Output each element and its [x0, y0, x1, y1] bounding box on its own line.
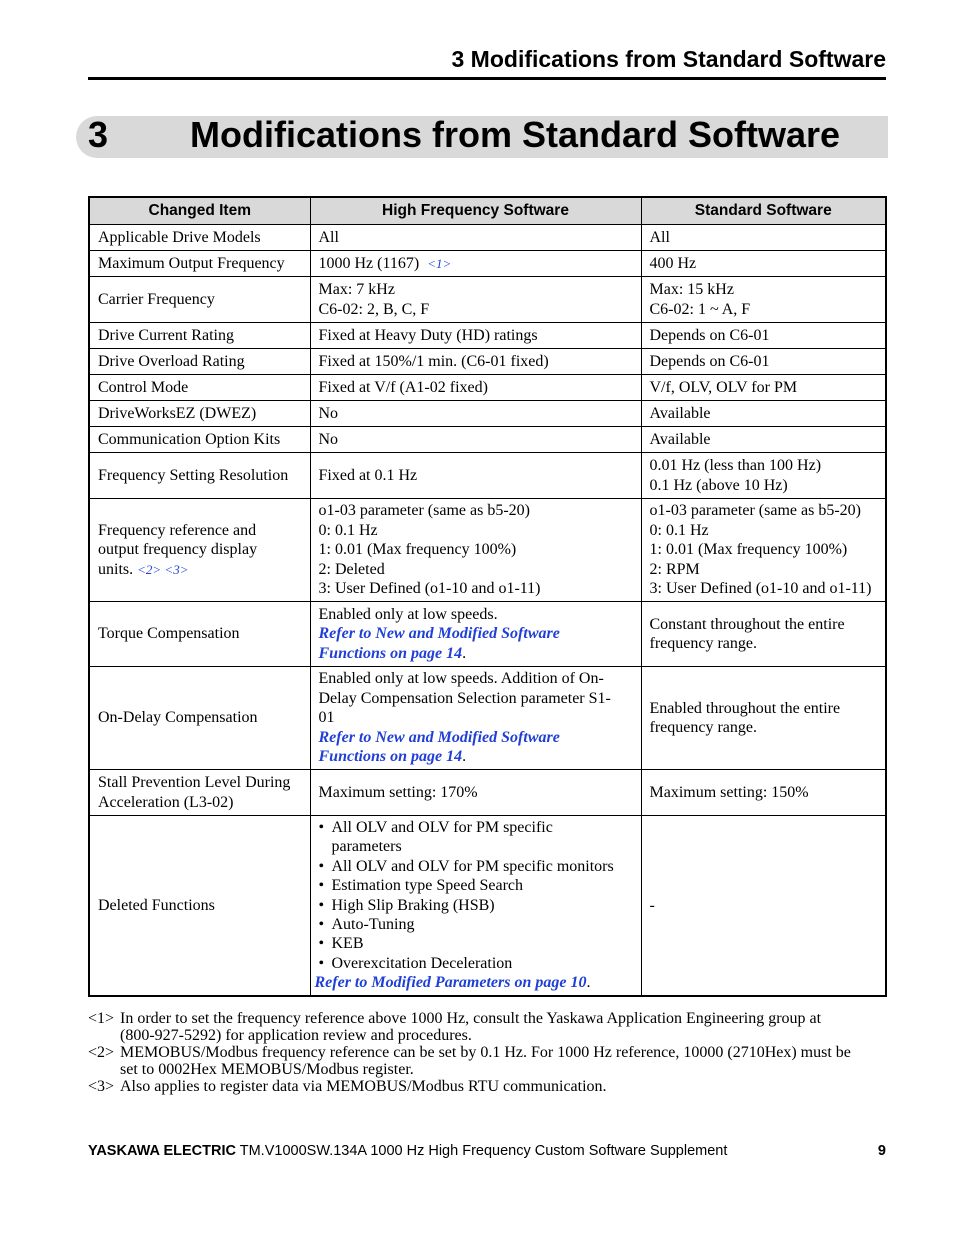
bullet-icon: • [318, 954, 325, 972]
cross-reference-link[interactable]: Functions on page 14 [318, 644, 463, 662]
table-header-row [89, 197, 886, 225]
footnote-mark: <2> [88, 1044, 115, 1061]
page-number: 9 [877, 1143, 886, 1159]
table-row [89, 816, 886, 996]
high-frequency-cell: All [310, 225, 641, 251]
header-rule [88, 77, 886, 80]
high-frequency-cell: Fixed at 0.1 Hz [310, 453, 641, 499]
footnote-link[interactable]: <1> [427, 255, 452, 271]
high-frequency-cell: Fixed at V/f (A1-02 fixed) [310, 375, 641, 401]
list-item [319, 934, 633, 953]
cell-line: KEB [331, 935, 364, 953]
cell-line: High Slip Braking (HSB) [331, 896, 495, 914]
changed-item-cell [89, 499, 310, 602]
standard-cell: Maximum setting: 150% [641, 770, 886, 816]
table-row [89, 427, 886, 453]
standard-cell: V/f, OLV, OLV for PM [641, 375, 886, 401]
footnote-line: MEMOBUS/Modbus frequency reference can be set by 0.1 Hz. For 1000 Hz reference, 10000 (2710Hex) must be [120, 1044, 851, 1061]
cell-line: 2: Deleted [318, 560, 385, 578]
chapter-number: 3 [88, 114, 109, 155]
table-row [89, 602, 886, 667]
modifications-table [88, 196, 887, 997]
cell-line: Delay Compensation Selection parameter S1- [318, 689, 611, 707]
standard-cell: Available [641, 401, 886, 427]
cell-line: o1-03 parameter (same as b5-20) [649, 502, 861, 520]
footer-brand: YASKAWA ELECTRIC [88, 1143, 236, 1159]
cell-text: units. [98, 560, 134, 578]
high-frequency-cell: Maximum setting: 170% [310, 770, 641, 816]
cell-line: All OLV and OLV for PM specific [331, 819, 553, 836]
cell-line: Auto-Tuning [331, 916, 415, 934]
table-row [89, 770, 886, 816]
high-frequency-cell [310, 499, 641, 602]
cell-line: Stall Prevention Level During [98, 774, 291, 792]
standard-cell: Depends on C6-01 [641, 349, 886, 375]
cell-line: Enabled only at low speeds. [318, 605, 498, 623]
table-row [89, 453, 886, 499]
footnote-line: (800-927-5292) for application review and procedures. [120, 1027, 472, 1044]
cell-line: 3: User Defined (o1-10 and o1-11) [649, 580, 872, 598]
cell-line: 1: 0.01 (Max frequency 100%) [649, 541, 848, 559]
changed-item-cell [89, 770, 310, 816]
high-frequency-cell [310, 277, 641, 323]
high-frequency-cell [310, 251, 641, 277]
standard-cell [641, 499, 886, 602]
standard-cell [641, 602, 886, 667]
changed-item-cell: DriveWorksEZ (DWEZ) [89, 401, 310, 427]
cell-line: frequency range. [649, 635, 757, 652]
page-footer [88, 1142, 886, 1160]
footnote [88, 1010, 886, 1044]
cell-line: 3: User Defined (o1-10 and o1-11) [318, 580, 541, 598]
standard-cell: 400 Hz [641, 251, 886, 277]
bullet-icon: • [318, 896, 325, 914]
cell-line [98, 560, 302, 579]
cell-line: C6-02: 1 ~ A, F [649, 300, 751, 318]
footnote-mark: <3> [88, 1078, 115, 1095]
changed-item-cell: Maximum Output Frequency [89, 251, 310, 277]
high-frequency-cell: No [310, 427, 641, 453]
changed-item-cell: On-Delay Compensation [89, 667, 310, 770]
high-frequency-cell: Enabled only at low speeds. Addition of On- Delay Compensation Selection parameter S1- 01 Refer to New and Modified Software Functions on page 14. [310, 667, 641, 770]
cell-line: 1: 0.01 (Max frequency 100%) [318, 541, 517, 559]
cell-line: frequency range. [649, 719, 757, 736]
cross-reference-link[interactable]: Refer to New and Modified Software [318, 728, 560, 746]
table-row [89, 225, 886, 251]
changed-item-cell: Communication Option Kits [89, 427, 310, 453]
table-row [89, 401, 886, 427]
cell-line: parameters [331, 838, 402, 856]
cell-line: 0: 0.1 Hz [318, 521, 378, 539]
table-row [89, 277, 886, 323]
cross-reference-link[interactable]: Refer to New and Modified Software [318, 625, 560, 643]
list-item [319, 857, 633, 876]
list-item [319, 896, 633, 915]
high-frequency-cell: Fixed at Heavy Duty (HD) ratings [310, 323, 641, 349]
cell-line: output frequency display [98, 541, 258, 559]
bullet-icon: • [318, 877, 325, 895]
table-row [89, 667, 886, 770]
cross-reference-link[interactable]: Functions on page 14 [318, 748, 463, 766]
table-row [89, 375, 886, 401]
standard-cell: - [641, 816, 886, 996]
chapter-title: Modifications from Standard Software [190, 114, 841, 155]
footnote [88, 1078, 886, 1095]
list-item [319, 876, 633, 895]
bullet-icon: • [318, 916, 325, 934]
high-frequency-cell: No [310, 401, 641, 427]
changed-item-cell: Carrier Frequency [89, 277, 310, 323]
footer-document-title: TM.V1000SW.134A 1000 Hz High Frequency Custom Software Supplement [235, 1143, 728, 1159]
cell-line: 01 [318, 709, 335, 727]
cell-line: Frequency reference and [98, 521, 257, 539]
standard-cell [641, 277, 886, 323]
cell-line: Enabled only at low speeds. Addition of On- [318, 670, 604, 688]
cell-text: 1000 Hz (1167) [318, 254, 420, 272]
list-item [319, 818, 633, 857]
cell-line: All OLV and OLV for PM specific monitors [331, 857, 614, 875]
high-frequency-cell: • All OLV and OLV for PM specific parameters • All OLV and OLV for PM specific monitors • Estimation type Speed Search • High Slip Braking (HSB) • Auto-Tuning • KEB • Overexcitation Deceleration Refer to Modified Parameters on page 10. [310, 816, 641, 996]
changed-item-cell: Torque Compensation [89, 602, 310, 667]
column-header-standard: Standard Software [641, 197, 886, 225]
changed-item-cell: Drive Current Rating [89, 323, 310, 349]
cell-line: Overexcitation Deceleration [331, 954, 513, 972]
deleted-functions-list [319, 818, 633, 973]
standard-cell: Depends on C6-01 [641, 323, 886, 349]
cell-line: Max: 7 kHz [318, 281, 395, 299]
footnote [88, 1044, 886, 1078]
changed-item-cell: Applicable Drive Models [89, 225, 310, 251]
list-item [319, 915, 633, 934]
footnote-line: In order to set the frequency reference above 1000 Hz, consult the Yaskawa Application Engineering group at [120, 1010, 822, 1027]
footnotes [88, 1010, 886, 1095]
bullet-icon: • [318, 935, 325, 953]
cell-line: 0: 0.1 Hz [649, 521, 709, 539]
changed-item-cell: Frequency Setting Resolution [89, 453, 310, 499]
cell-line: Estimation type Speed Search [331, 877, 524, 895]
changed-item-cell: Deleted Functions [89, 816, 310, 996]
cell-line: o1-03 parameter (same as b5-20) [318, 502, 530, 520]
standard-cell [641, 667, 886, 770]
running-header: 3 Modifications from Standard Software [451, 46, 886, 72]
high-frequency-cell: Fixed at 150%/1 min. (C6-01 fixed) [310, 349, 641, 375]
high-frequency-cell: Enabled only at low speeds. Refer to New and Modified Software Functions on page 14. [310, 602, 641, 667]
standard-cell [641, 453, 886, 499]
footnote-line: set to 0002Hex MEMOBUS/Modbus register. [120, 1061, 414, 1078]
footnote-line: Also applies to register data via MEMOBUS/Modbus RTU communication. [120, 1078, 607, 1095]
standard-cell: All [641, 225, 886, 251]
list-item [319, 954, 633, 973]
cell-line: 0.1 Hz (above 10 Hz) [649, 476, 788, 494]
bullet-icon: • [318, 819, 325, 836]
footnote-link[interactable]: <2> <3> [137, 561, 189, 577]
column-header-changed-item: Changed Item [89, 197, 310, 225]
column-header-high-frequency: High Frequency Software [310, 197, 641, 225]
cell-line: C6-02: 2, B, C, F [318, 300, 430, 318]
cell-line: Constant throughout the entire [649, 615, 845, 633]
bullet-icon: • [318, 857, 325, 875]
changed-item-cell: Drive Overload Rating [89, 349, 310, 375]
cell-line: Max: 15 kHz [649, 281, 734, 299]
footnote-mark: <1> [88, 1010, 115, 1027]
cell-line: 0.01 Hz (less than 100 Hz) [649, 457, 822, 475]
cell-line: Enabled throughout the entire [649, 699, 841, 717]
table-row [89, 499, 886, 602]
cross-reference-link[interactable]: Refer to Modified Parameters on page 10 [314, 974, 587, 992]
changed-item-cell: Control Mode [89, 375, 310, 401]
standard-cell: Available [641, 427, 886, 453]
cell-line: 2: RPM [649, 560, 700, 578]
cell-line: Acceleration (L3-02) [98, 793, 234, 811]
table-row [89, 349, 886, 375]
table-row [89, 323, 886, 349]
table-row [89, 251, 886, 277]
